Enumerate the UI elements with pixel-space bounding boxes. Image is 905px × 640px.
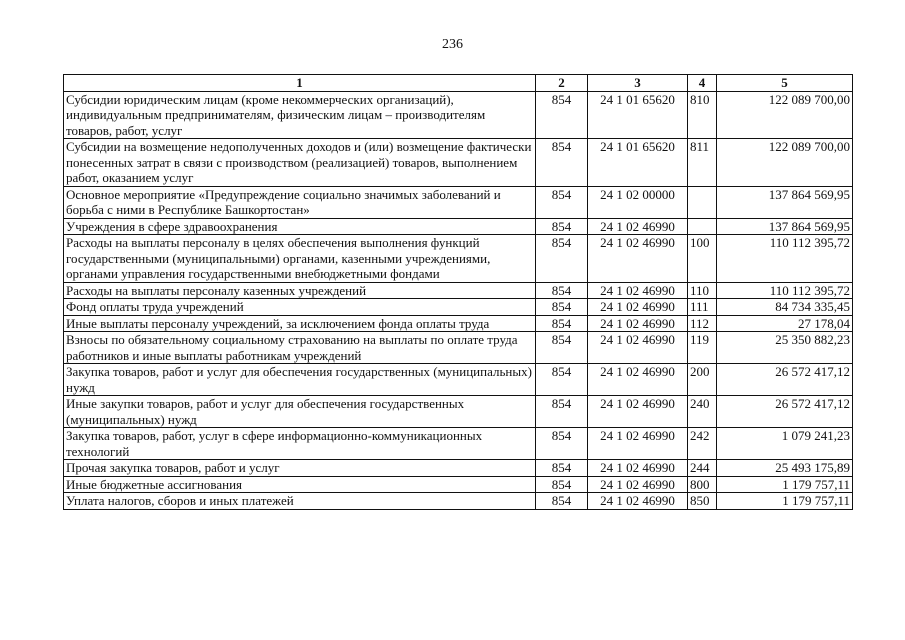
row-sum: 137 864 569,95 (717, 218, 853, 235)
row-csr: 24 1 02 46990 (588, 315, 688, 332)
table-row (64, 282, 853, 299)
header-col-ved: 2 (536, 75, 588, 92)
row-name: Уплата налогов, сборов и иных платежей (64, 493, 536, 510)
row-vr: 811 (688, 139, 717, 187)
header-col-csr: 3 (588, 75, 688, 92)
row-vr: 200 (688, 364, 717, 396)
row-csr: 24 1 02 46990 (588, 235, 688, 283)
row-sum: 25 493 175,89 (717, 460, 853, 477)
row-vr: 112 (688, 315, 717, 332)
row-ved: 854 (536, 396, 588, 428)
table-row (64, 139, 853, 187)
row-name: Закупка товаров, работ, услуг в сфере информационно-коммуникационных технологий (64, 428, 536, 460)
table-row (64, 315, 853, 332)
table-row (64, 493, 853, 510)
row-vr: 244 (688, 460, 717, 477)
page-number: 236 (442, 37, 463, 52)
row-vr: 119 (688, 332, 717, 364)
row-csr: 24 1 02 46990 (588, 460, 688, 477)
budget-table (63, 74, 853, 510)
row-ved: 854 (536, 91, 588, 139)
row-sum: 26 572 417,12 (717, 364, 853, 396)
row-csr: 24 1 02 46990 (588, 476, 688, 493)
row-csr: 24 1 02 46990 (588, 299, 688, 316)
row-csr: 24 1 01 65620 (588, 91, 688, 139)
header-col-vr: 4 (688, 75, 717, 92)
table-row (64, 460, 853, 477)
row-sum: 122 089 700,00 (717, 91, 853, 139)
row-sum: 1 079 241,23 (717, 428, 853, 460)
row-sum: 1 179 757,11 (717, 493, 853, 510)
row-name: Субсидии юридическим лицам (кроме некоммерческих организаций), индивидуальным предпринимателям, физическим лицам – производителям товаров, работ, услуг (64, 91, 536, 139)
row-csr: 24 1 02 46990 (588, 428, 688, 460)
table-row (64, 91, 853, 139)
table-row (64, 332, 853, 364)
row-name: Фонд оплаты труда учреждений (64, 299, 536, 316)
row-sum: 137 864 569,95 (717, 186, 853, 218)
row-csr: 24 1 02 46990 (588, 282, 688, 299)
row-name: Иные выплаты персоналу учреждений, за исключением фонда оплаты труда (64, 315, 536, 332)
header-col-name: 1 (64, 75, 536, 92)
row-ved: 854 (536, 218, 588, 235)
row-vr: 240 (688, 396, 717, 428)
row-csr: 24 1 02 00000 (588, 186, 688, 218)
row-name: Расходы на выплаты персоналу в целях обеспечения выполнения функций государственными (муниципальными) органами, казенными учреждениями, органами управления государственными внебюджетными фондами (64, 235, 536, 283)
row-ved: 854 (536, 476, 588, 493)
row-vr: 110 (688, 282, 717, 299)
row-sum: 84 734 335,45 (717, 299, 853, 316)
row-vr: 242 (688, 428, 717, 460)
table-row (64, 396, 853, 428)
row-ved: 854 (536, 299, 588, 316)
row-sum: 26 572 417,12 (717, 396, 853, 428)
row-name: Основное мероприятие «Предупреждение социально значимых заболеваний и борьба с ними в Республике Башкортостан» (64, 186, 536, 218)
row-csr: 24 1 02 46990 (588, 396, 688, 428)
table-row (64, 235, 853, 283)
row-vr: 800 (688, 476, 717, 493)
row-name: Взносы по обязательному социальному страхованию на выплаты по оплате труда работников и иные выплаты работникам учреждений (64, 332, 536, 364)
table-row (64, 476, 853, 493)
row-sum: 110 112 395,72 (717, 235, 853, 283)
row-sum: 27 178,04 (717, 315, 853, 332)
row-ved: 854 (536, 460, 588, 477)
row-name: Иные бюджетные ассигнования (64, 476, 536, 493)
row-vr: 111 (688, 299, 717, 316)
row-ved: 854 (536, 139, 588, 187)
row-name: Иные закупки товаров, работ и услуг для обеспечения государственных (муниципальных) нужд (64, 396, 536, 428)
row-ved: 854 (536, 428, 588, 460)
row-name: Учреждения в сфере здравоохранения (64, 218, 536, 235)
row-vr: 100 (688, 235, 717, 283)
row-csr: 24 1 02 46990 (588, 493, 688, 510)
table-row (64, 299, 853, 316)
row-name: Закупка товаров, работ и услуг для обеспечения государственных (муниципальных) нужд (64, 364, 536, 396)
row-name: Субсидии на возмещение недополученных доходов и (или) возмещение фактически понесенных затрат в связи с производством (реализацией) товаров, выполнением работ, оказанием услуг (64, 139, 536, 187)
row-ved: 854 (536, 186, 588, 218)
row-ved: 854 (536, 315, 588, 332)
row-ved: 854 (536, 235, 588, 283)
row-ved: 854 (536, 364, 588, 396)
row-sum: 25 350 882,23 (717, 332, 853, 364)
row-vr: 850 (688, 493, 717, 510)
row-ved: 854 (536, 493, 588, 510)
row-sum: 122 089 700,00 (717, 139, 853, 187)
table-row (64, 186, 853, 218)
table-body (64, 91, 853, 509)
row-vr (688, 218, 717, 235)
row-csr: 24 1 02 46990 (588, 332, 688, 364)
row-vr (688, 186, 717, 218)
row-name: Прочая закупка товаров, работ и услуг (64, 460, 536, 477)
row-sum: 110 112 395,72 (717, 282, 853, 299)
row-name: Расходы на выплаты персоналу казенных учреждений (64, 282, 536, 299)
table-row (64, 218, 853, 235)
row-csr: 24 1 02 46990 (588, 218, 688, 235)
header-col-sum: 5 (717, 75, 853, 92)
row-vr: 810 (688, 91, 717, 139)
row-csr: 24 1 01 65620 (588, 139, 688, 187)
row-csr: 24 1 02 46990 (588, 364, 688, 396)
row-ved: 854 (536, 282, 588, 299)
table-row (64, 364, 853, 396)
table-row (64, 428, 853, 460)
row-sum: 1 179 757,11 (717, 476, 853, 493)
table-header-row (64, 75, 853, 92)
row-ved: 854 (536, 332, 588, 364)
